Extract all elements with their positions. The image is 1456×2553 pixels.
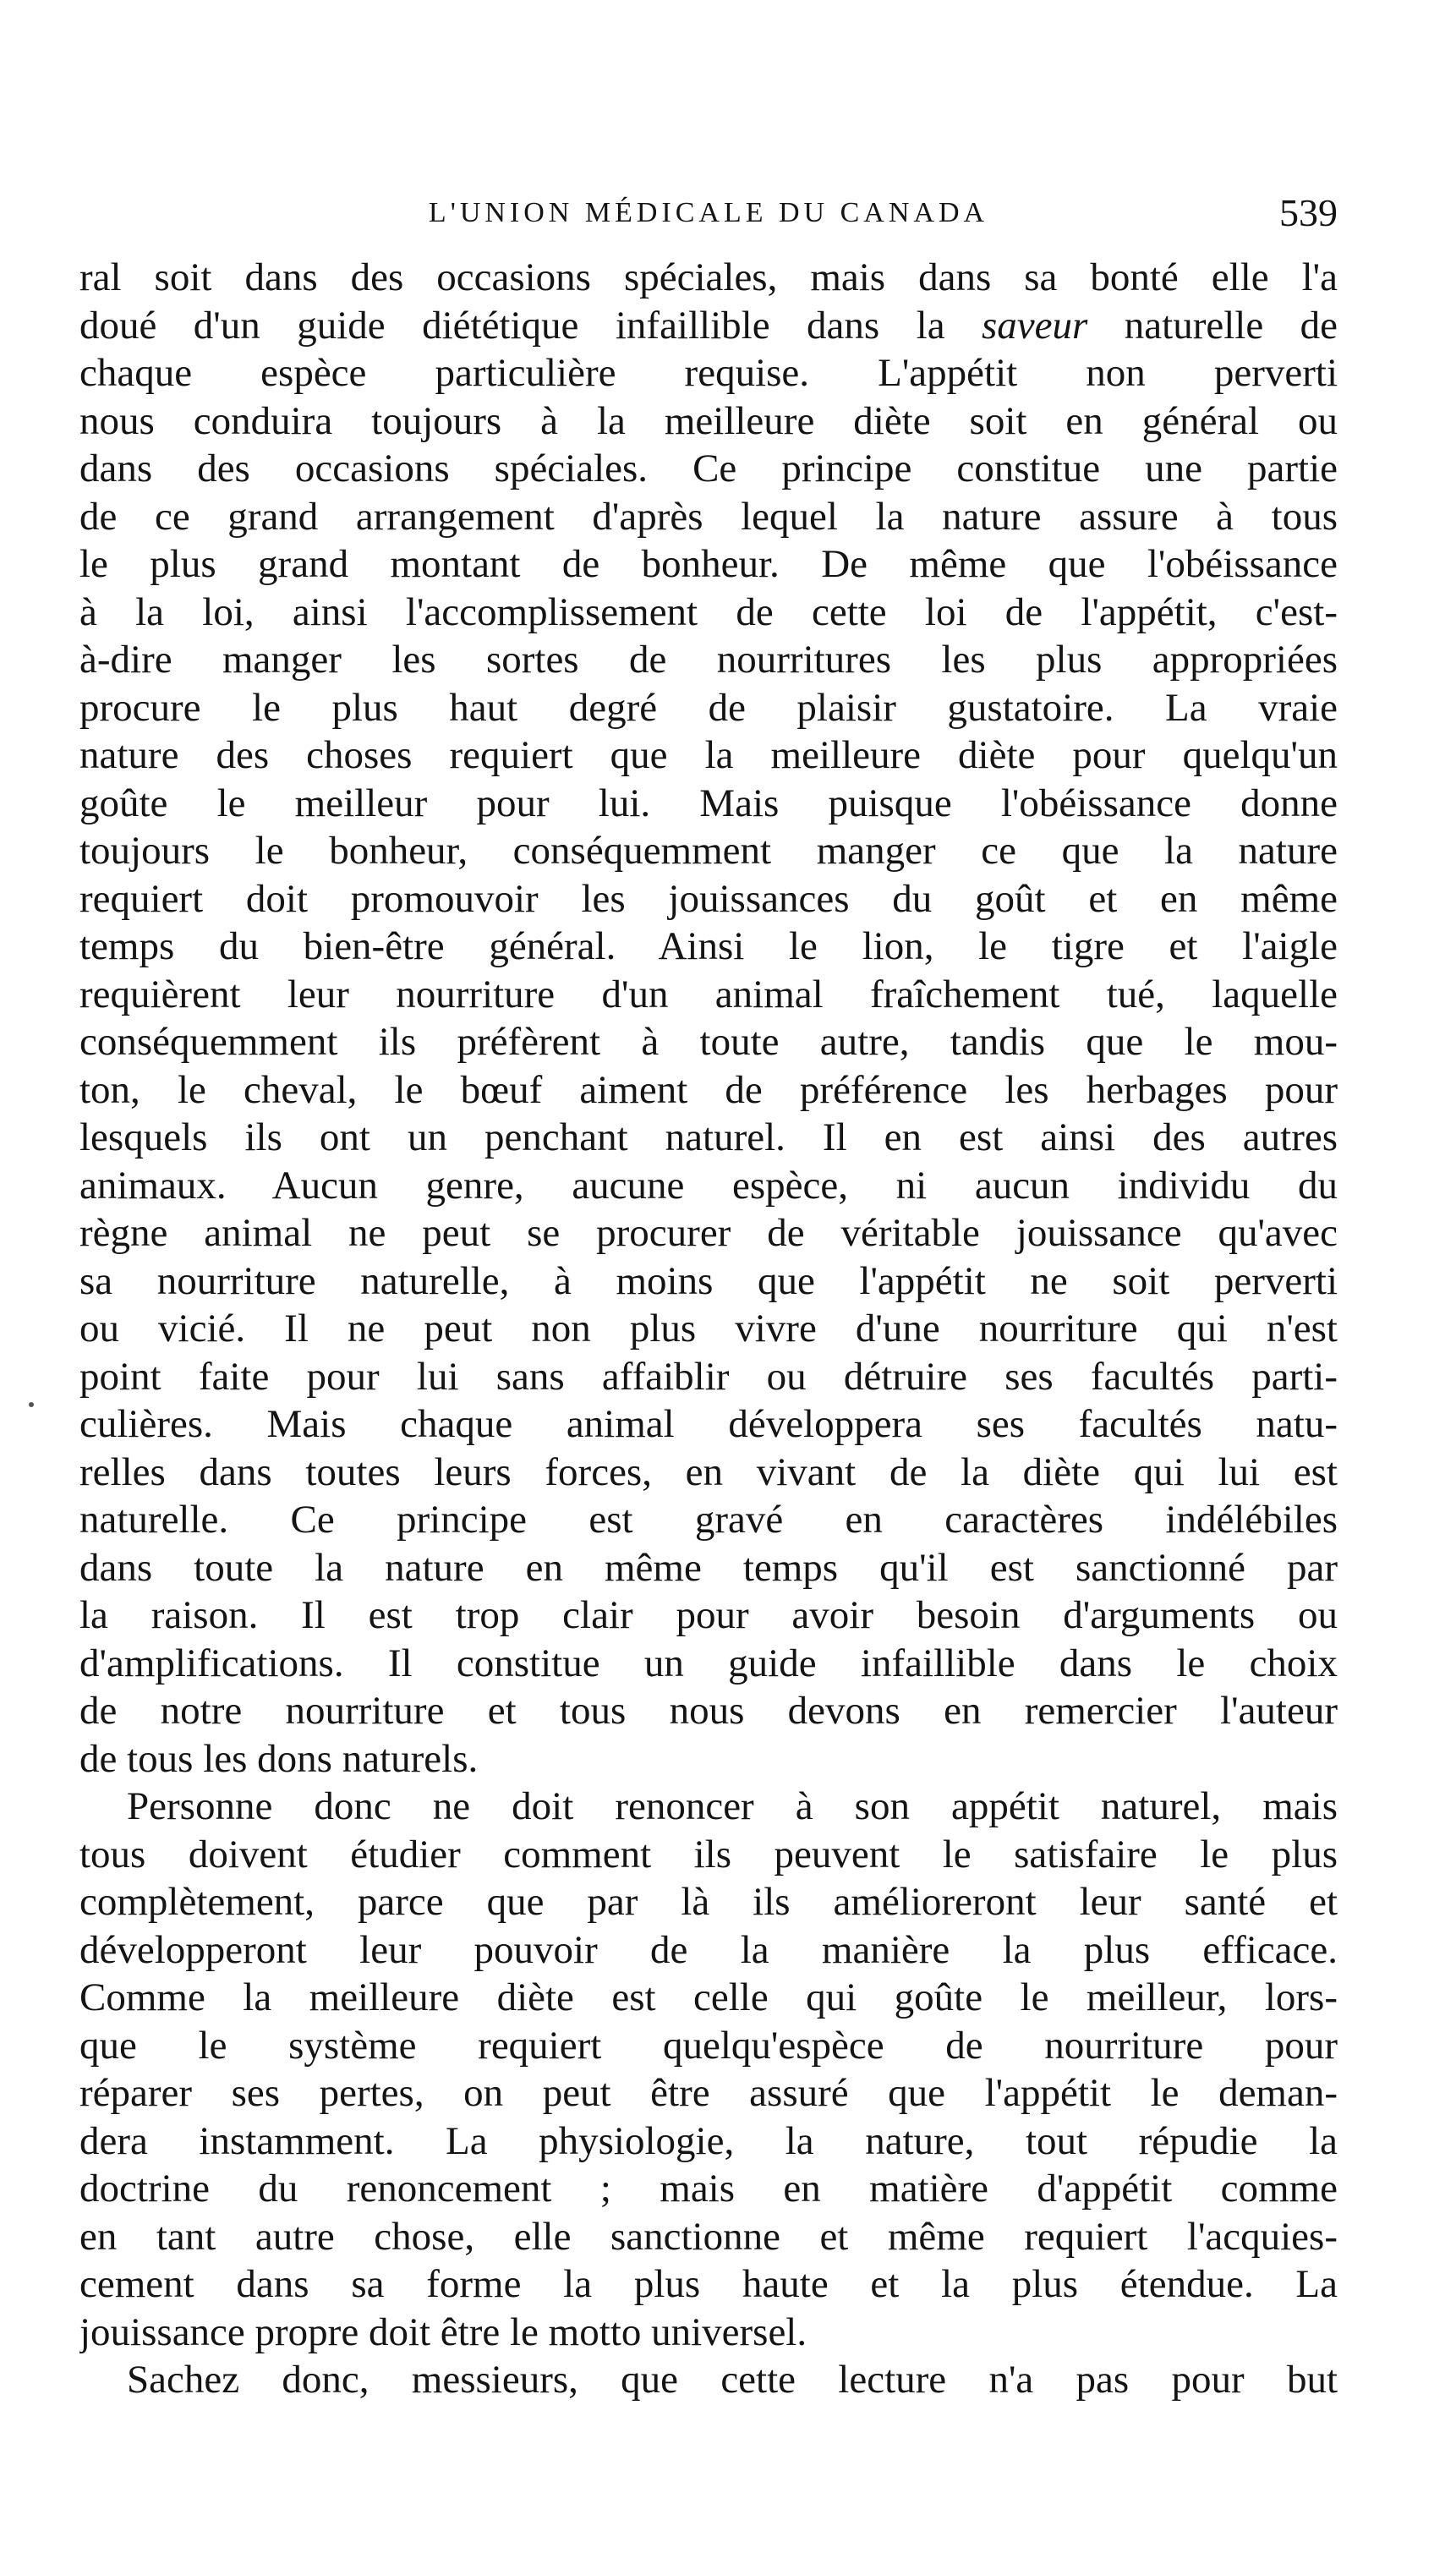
text-line: procure le plus haut degré de plaisir gustatoire. La vraie <box>79 685 1338 730</box>
text-line: culières. Mais chaque animal développera ses facultés natu- <box>79 1402 1338 1446</box>
text-line: animaux. Aucun genre, aucune espèce, ni aucun individu du <box>79 1163 1338 1208</box>
text-line: la raison. Il est trop clair pour avoir besoin d'arguments ou <box>79 1593 1338 1637</box>
text-line: naturelle. Ce principe est gravé en caractères indélébiles <box>79 1498 1338 1542</box>
paragraph-end-line: jouissance propre doit être le motto universel. <box>79 2309 807 2354</box>
margin-mark <box>29 1402 34 1407</box>
text-segment: doué d'un guide diététique infaillible dans la <box>79 303 945 348</box>
text-line: nous conduira toujours à la meilleure diète soit en général ou <box>79 398 1338 443</box>
text-line: ton, le cheval, le bœuf aiment de préférence les herbages pour <box>79 1067 1338 1112</box>
text-line: goûte le meilleur pour lui. Mais puisque l'obéissance donne <box>79 781 1338 825</box>
text-line: ral soit dans des occasions spéciales, mais dans sa bonté elle l'a <box>79 255 1338 299</box>
text-line: de notre nourriture et tous nous devons en remercier l'auteur <box>79 1689 1338 1733</box>
text-line: tous doivent étudier comment ils peuvent le satisfaire le plus <box>79 1832 1338 1876</box>
paragraph-start-line: Personne donc ne doit renoncer à son appétit naturel, mais <box>127 1784 1338 1828</box>
text-line: cement dans sa forme la plus haute et la plus étendue. La <box>79 2262 1338 2306</box>
text-line: règne animal ne peut se procurer de véritable jouissance qu'avec <box>79 1211 1338 1255</box>
page-number: 539 <box>1279 191 1338 234</box>
text-line: que le système requiert quelqu'espèce de nourriture pour <box>79 2023 1338 2068</box>
text-line: requiert doit promouvoir les jouissances du goût et en même <box>79 876 1338 921</box>
text-line: réparer ses pertes, on peut être assuré que l'appétit le deman- <box>79 2071 1338 2115</box>
text-line: doctrine du renoncement ; mais en matière d'appétit comme <box>79 2167 1338 2211</box>
text-line: Comme la meilleure diète est celle qui goûte le meilleur, lors- <box>79 1975 1338 2019</box>
text-line: nature des choses requiert que la meilleure diète pour quelqu'un <box>79 733 1338 777</box>
text-line: sa nourriture naturelle, à moins que l'appétit ne soit perverti <box>79 1258 1338 1303</box>
text-line: relles dans toutes leurs forces, en vivant de la diète qui lui est <box>79 1449 1338 1494</box>
text-line: ou vicié. Il ne peut non plus vivre d'une nourriture qui n'est <box>79 1307 1338 1350</box>
text-line: en tant autre chose, elle sanctionne et même requiert l'acquies- <box>79 2214 1338 2259</box>
text-line: le plus grand montant de bonheur. De même que l'obéissance <box>79 542 1338 586</box>
text-line <box>79 302 1338 350</box>
text-line: dera instamment. La physiologie, la nature, tout répudie la <box>79 2118 1338 2163</box>
text-line: requièrent leur nourriture d'un animal fraîchement tué, laquelle <box>79 972 1338 1016</box>
text-line: à-dire manger les sortes de nourritures les plus appropriées <box>79 638 1338 682</box>
body-text <box>79 254 1338 2404</box>
text-line: toujours le bonheur, conséquemment manger ce que la nature <box>79 829 1338 873</box>
text-line: temps du bien-être général. Ainsi le lion, le tigre et l'aigle <box>79 924 1338 968</box>
paragraph-start-line: Sachez donc, messieurs, que cette lecture n'a pas pour but <box>127 2358 1338 2402</box>
text-line: point faite pour lui sans affaiblir ou détruire ses facultés parti- <box>79 1354 1338 1399</box>
text-line: à la loi, ainsi l'accomplissement de cette loi de l'appétit, c'est- <box>79 589 1338 634</box>
text-segment: naturelle de <box>1124 303 1338 348</box>
text-line: développeront leur pouvoir de la manière la plus efficace. <box>79 1927 1338 1972</box>
text-line: complètement, parce que par là ils amélioreront leur santé et <box>79 1880 1338 1924</box>
text-line: de ce grand arrangement d'après lequel la nature assure à tous <box>79 494 1338 539</box>
text-line: dans toute la nature en même temps qu'il est sanctionné par <box>79 1545 1338 1590</box>
text-line: lesquels ils ont un penchant naturel. Il en est ainsi des autres <box>79 1115 1338 1159</box>
text-line: conséquemment ils préfèrent à toute autre, tandis que le mou- <box>79 1020 1338 1064</box>
paragraph-end-line: de tous les dons naturels. <box>79 1736 479 1781</box>
italic-word: saveur <box>982 303 1088 348</box>
text-line: chaque espèce particulière requise. L'appétit non perverti <box>79 351 1338 395</box>
text-line: dans des occasions spéciales. Ce principe constitue une partie <box>79 447 1338 490</box>
journal-title: L'UNION MÉDICALE DU CANADA <box>428 197 989 228</box>
running-header <box>79 188 1338 238</box>
text-line: d'amplifications. Il constitue un guide infaillible dans le choix <box>79 1641 1338 1685</box>
